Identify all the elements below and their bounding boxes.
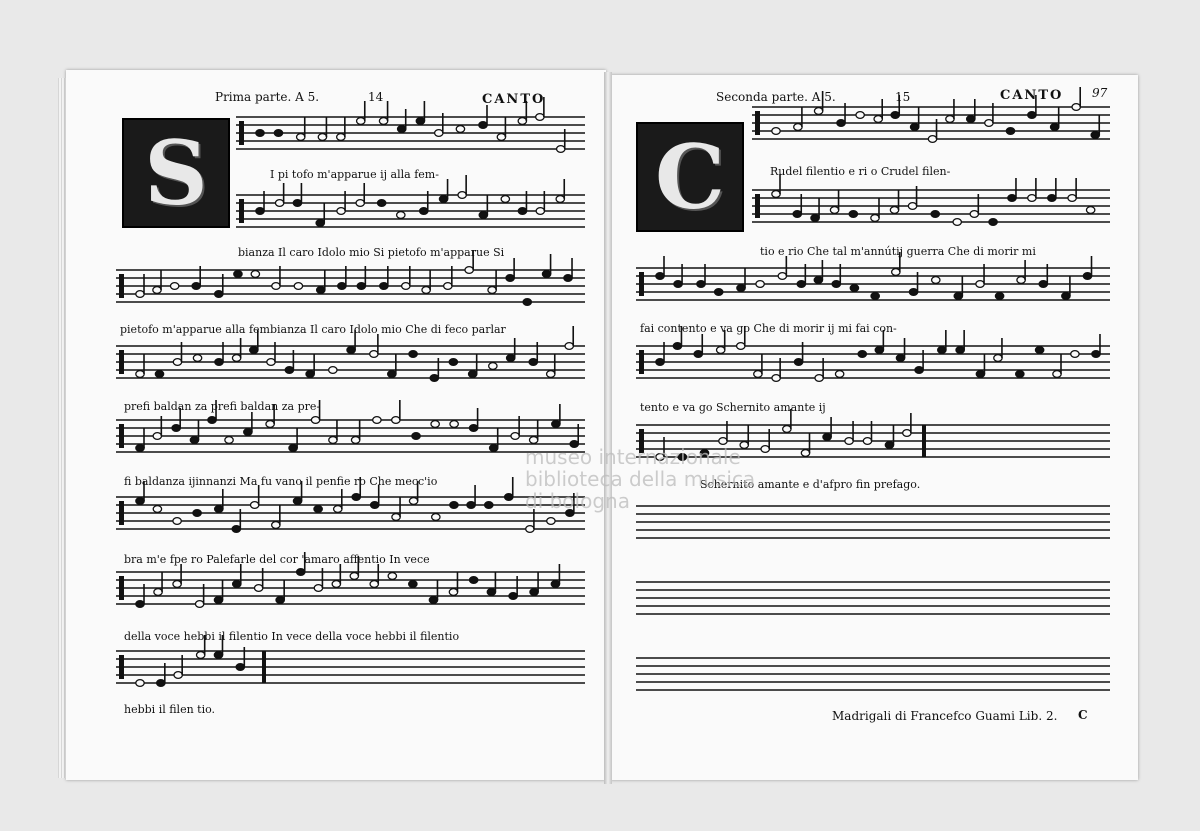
- lyric-line: tio e rio Che tal m'annútij guerra Che di morir mi: [760, 245, 1036, 258]
- lyric-line: fi baldanza ijinnanzi Ma fu vano il penfie ro Che mecc'io: [124, 475, 438, 488]
- lyric-line: I pi tofo m'apparue ij alla fem-: [270, 168, 439, 181]
- lyric-line: Schernito amante e d'afpro fin prefago.: [700, 478, 921, 491]
- signature-mark: C: [1078, 708, 1088, 722]
- lyric-line: bianza Il caro Idolo mio Si pietofo m'apparue Si: [238, 246, 505, 259]
- left-header-part: Prima parte. A 5.: [215, 90, 320, 104]
- decorated-initial-c: C: [636, 122, 744, 232]
- staff: [236, 175, 585, 227]
- left-page-number: 14: [368, 90, 384, 104]
- lyric-line: prefi baldan za prefi baldan za pre-: [124, 400, 321, 413]
- lyric-line: tento e va go Schernito amante ij: [640, 401, 826, 414]
- lyric-line: hebbi il filen tio.: [124, 703, 216, 716]
- staff: [636, 658, 1110, 690]
- publication-footer: Madrigali di Francefco Guami Lib. 2.: [832, 709, 1058, 723]
- staff: [636, 252, 1110, 300]
- folio-number: 97: [1092, 86, 1108, 100]
- decorated-initial-s: S: [122, 118, 230, 228]
- right-voice-label: CANTO: [1000, 88, 1064, 103]
- lyric-line: bra m'e fpe ro Palefarle del cor 'amaro affentio In vece: [124, 553, 430, 566]
- staff: [752, 174, 1110, 225]
- lyric-line: Rudel filentio e ri o Crudel filen-: [770, 165, 951, 178]
- lyric-line: della voce hebbi il filentio In vece della voce hebbi il filentio: [124, 630, 460, 643]
- lyric-line: pietofo m'apparue alla fembianza Il caro Idolo mio Che di feco parlar: [120, 323, 506, 336]
- staff: [636, 582, 1110, 614]
- left-voice-label: CANTO: [482, 92, 546, 107]
- lyric-line: fai contento e va go Che di morir ij mi fai con-: [640, 322, 897, 335]
- library-watermark: museo internazionale biblioteca della musica di bologna: [525, 445, 756, 513]
- right-page-number: 15: [895, 90, 911, 104]
- right-header-part: Seconda parte. A 5.: [716, 90, 836, 104]
